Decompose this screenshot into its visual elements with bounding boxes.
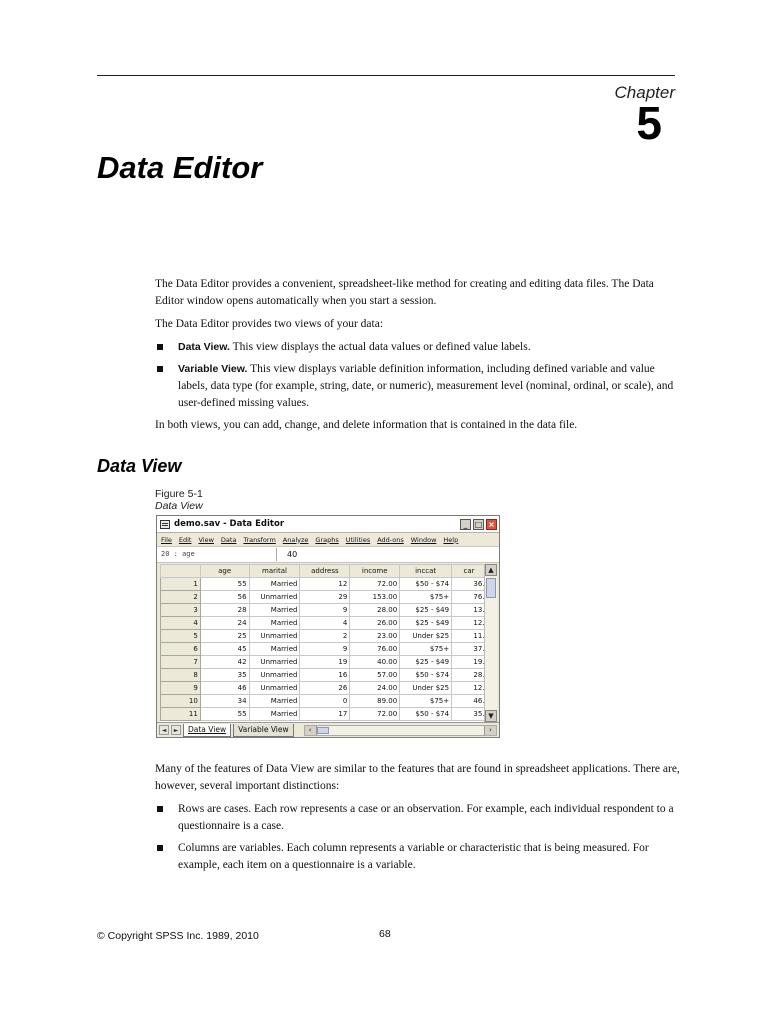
chapter-number: 5 <box>636 97 662 149</box>
row-number[interactable]: 5 <box>161 630 201 643</box>
data-cell[interactable]: $75+ <box>400 695 452 708</box>
column-header[interactable]: marital <box>249 565 300 578</box>
data-cell[interactable]: $25 - $49 <box>400 604 452 617</box>
data-cell[interactable]: Married <box>249 695 300 708</box>
table-row[interactable] <box>161 604 487 617</box>
cell-editor-bar <box>157 547 499 563</box>
data-cell[interactable]: 89.00 <box>350 695 400 708</box>
bullet-data-view <box>155 339 680 356</box>
data-cell[interactable]: Married <box>249 578 300 591</box>
data-cell[interactable]: 42 <box>200 656 249 669</box>
bullet-text: This view displays the actual data values or defined value labels. <box>229 341 531 353</box>
data-cell[interactable]: 23.00 <box>350 630 400 643</box>
data-cell[interactable]: $25 - $49 <box>400 617 452 630</box>
table-row[interactable] <box>161 643 487 656</box>
data-cell[interactable]: 12 <box>300 578 350 591</box>
data-cell[interactable]: 35. <box>452 708 487 721</box>
data-cell[interactable]: 40.00 <box>350 656 400 669</box>
scroll-thumb[interactable] <box>486 578 496 598</box>
footer-copyright: © Copyright SPSS Inc. 1989, 2010 <box>97 930 259 942</box>
data-cell[interactable]: 16 <box>300 669 350 682</box>
bullet-columns-are-variables <box>155 840 680 874</box>
data-cell[interactable]: Married <box>249 617 300 630</box>
cell-value-input[interactable]: 40 <box>287 550 298 559</box>
data-cell[interactable]: 28. <box>452 669 487 682</box>
window-title: demo.sav - Data Editor <box>174 519 285 529</box>
data-cell[interactable]: 55 <box>200 578 249 591</box>
horizontal-scroll-thumb[interactable] <box>317 727 329 734</box>
menu-graphs[interactable]: Graphs <box>315 535 339 544</box>
tab-data-view[interactable]: Data View <box>183 724 231 737</box>
row-number[interactable]: 9 <box>161 682 201 695</box>
data-cell[interactable]: 19. <box>452 656 487 669</box>
data-cell[interactable]: $50 - $74 <box>400 578 452 591</box>
data-cell[interactable]: 12. <box>452 682 487 695</box>
data-cell[interactable]: Unmarried <box>249 591 300 604</box>
column-header[interactable]: age <box>200 565 249 578</box>
menu-analyze[interactable]: Analyze <box>282 535 309 544</box>
tab-variable-view[interactable]: Variable View <box>233 724 294 737</box>
data-cell[interactable]: $50 - $74 <box>400 708 452 721</box>
page-title: Data Editor <box>97 150 263 185</box>
data-cell[interactable]: 56 <box>200 591 249 604</box>
data-cell[interactable]: 28 <box>200 604 249 617</box>
data-table <box>160 564 487 721</box>
data-cell[interactable]: Married <box>249 708 300 721</box>
data-cell[interactable]: 17 <box>300 708 350 721</box>
table-row[interactable] <box>161 669 487 682</box>
data-cell[interactable]: 55 <box>200 708 249 721</box>
intro-paragraph-2: The Data Editor provides two views of your data: <box>155 318 384 330</box>
intro-paragraph-3: In both views, you can add, change, and delete information that is contained in the data file. <box>155 419 578 431</box>
view-tab-bar <box>157 722 499 737</box>
table-body <box>161 578 487 721</box>
data-cell[interactable]: Unmarried <box>249 682 300 695</box>
tab-next-arrow-icon[interactable]: ► <box>171 725 181 735</box>
menu-view[interactable]: View <box>198 535 214 544</box>
data-cell[interactable]: 37. <box>452 643 487 656</box>
cell-reference: 20 : age <box>157 548 277 561</box>
bullet-text: Rows are cases. Each row represents a case or an observation. For example, each individual respondent to a questionnaire is a case. <box>178 803 674 832</box>
data-cell[interactable]: $25 - $49 <box>400 656 452 669</box>
data-cell[interactable]: 12. <box>452 617 487 630</box>
data-editor-window <box>156 515 500 738</box>
intro-section <box>155 276 680 440</box>
data-cell[interactable]: 26 <box>300 682 350 695</box>
maximize-button[interactable]: □ <box>474 519 483 529</box>
data-cell[interactable]: 76.00 <box>350 643 400 656</box>
data-cell[interactable]: 35 <box>200 669 249 682</box>
tab-prev-arrow-icon[interactable]: ◄ <box>159 725 169 735</box>
horizontal-scrollbar[interactable] <box>304 725 497 736</box>
column-header[interactable]: address <box>300 565 350 578</box>
after-paragraph-1: Many of the features of Data View are similar to the features that are found in spreadsheet applications. There are, however, several important distinctions: <box>155 763 680 792</box>
bullet-term: Data View. <box>178 341 230 353</box>
data-cell[interactable]: Under $25 <box>400 682 452 695</box>
data-cell[interactable]: Unmarried <box>249 656 300 669</box>
chapter-label: Chapter <box>614 83 675 102</box>
data-cell[interactable]: 72.00 <box>350 578 400 591</box>
data-cell[interactable]: 36. <box>452 578 487 591</box>
row-number[interactable]: 3 <box>161 604 201 617</box>
menu-data[interactable]: Data <box>220 535 237 544</box>
bullet-square-icon <box>157 845 163 851</box>
scroll-right-arrow-icon[interactable]: › <box>484 726 496 735</box>
data-cell[interactable]: Under $25 <box>400 630 452 643</box>
scroll-down-arrow-icon[interactable]: ▼ <box>485 710 497 722</box>
row-number[interactable]: 10 <box>161 695 201 708</box>
table-row[interactable] <box>161 617 487 630</box>
data-cell[interactable]: 153.00 <box>350 591 400 604</box>
row-number[interactable]: 8 <box>161 669 201 682</box>
corner-cell[interactable] <box>161 565 201 578</box>
bullet-rows-are-cases <box>155 801 680 835</box>
minimize-button[interactable]: _ <box>460 519 471 530</box>
data-cell[interactable]: 24.00 <box>350 682 400 695</box>
menu-edit[interactable]: Edit <box>178 535 192 544</box>
bullet-text: This view displays variable definition information, including defined variable and value labels, data type (for example, string, date, or numeric), measurement level (nominal, ordinal, or scale), and user-defined missing values. <box>178 363 674 409</box>
spss-app-icon <box>160 520 170 529</box>
row-number[interactable]: 4 <box>161 617 201 630</box>
table-row[interactable] <box>161 630 487 643</box>
table-row[interactable] <box>161 578 487 591</box>
menu-utilities[interactable]: Utilities <box>345 535 371 544</box>
menu-file[interactable]: File <box>161 535 172 544</box>
close-button[interactable]: × <box>486 519 497 530</box>
menu-add-ons[interactable]: Add-ons <box>377 535 404 544</box>
data-cell[interactable]: 46. <box>452 695 487 708</box>
table-row[interactable] <box>161 695 487 708</box>
data-cell[interactable]: 45 <box>200 643 249 656</box>
data-cell[interactable]: Unmarried <box>249 630 300 643</box>
bullet-term: Variable View. <box>178 363 248 375</box>
menu-transform[interactable]: Transform <box>243 535 276 544</box>
menu-window[interactable]: Window <box>410 535 437 544</box>
data-cell[interactable]: Married <box>249 643 300 656</box>
bullet-square-icon <box>157 806 163 812</box>
data-cell[interactable]: $50 - $74 <box>400 669 452 682</box>
data-cell[interactable]: 19 <box>300 656 350 669</box>
menu-bar <box>157 533 499 547</box>
data-cell[interactable]: $75+ <box>400 643 452 656</box>
intro-paragraph-1: The Data Editor provides a convenient, spreadsheet-like method for creating and editing data files. The Data Editor window opens automatically when you start a session. <box>155 278 654 307</box>
data-cell[interactable]: 29 <box>300 591 350 604</box>
vertical-scrollbar[interactable] <box>484 564 497 722</box>
row-number[interactable]: 2 <box>161 591 201 604</box>
scroll-up-arrow-icon[interactable]: ▲ <box>485 564 497 576</box>
after-figure-section <box>155 761 680 879</box>
data-cell[interactable]: Unmarried <box>249 669 300 682</box>
table-row[interactable] <box>161 682 487 695</box>
data-cell[interactable]: 13. <box>452 604 487 617</box>
row-number[interactable]: 1 <box>161 578 201 591</box>
data-cell[interactable]: 76. <box>452 591 487 604</box>
page-number: 68 <box>379 928 391 940</box>
bullet-text: Columns are variables. Each column represents a variable or characteristic that is being measured. For example, each item on a questionnaire is a variable. <box>178 842 649 871</box>
data-cell[interactable]: 0 <box>300 695 350 708</box>
data-cell[interactable]: 34 <box>200 695 249 708</box>
menu-help[interactable]: Help <box>443 535 459 544</box>
data-cell[interactable]: 4 <box>300 617 350 630</box>
table-row[interactable] <box>161 591 487 604</box>
bullet-square-icon <box>157 344 163 350</box>
data-grid <box>160 564 487 722</box>
data-cell[interactable]: 9 <box>300 643 350 656</box>
row-number[interactable]: 6 <box>161 643 201 656</box>
scroll-left-arrow-icon[interactable]: ‹ <box>305 726 317 735</box>
section-heading: Data View <box>97 456 182 476</box>
data-cell[interactable]: 46 <box>200 682 249 695</box>
table-row[interactable] <box>161 656 487 669</box>
column-header[interactable]: income <box>350 565 400 578</box>
data-cell[interactable]: 9 <box>300 604 350 617</box>
row-number[interactable]: 11 <box>161 708 201 721</box>
data-cell[interactable]: 26.00 <box>350 617 400 630</box>
window-titlebar <box>157 516 499 533</box>
column-header[interactable]: inccat <box>400 565 452 578</box>
data-cell[interactable]: 24 <box>200 617 249 630</box>
column-header[interactable]: car <box>452 565 487 578</box>
data-cell[interactable]: 2 <box>300 630 350 643</box>
figure-number: Figure 5-1 <box>155 488 203 500</box>
bullet-variable-view <box>155 361 680 412</box>
data-cell[interactable]: 11. <box>452 630 487 643</box>
data-cell[interactable]: 72.00 <box>350 708 400 721</box>
data-cell[interactable]: Married <box>249 604 300 617</box>
table-row[interactable] <box>161 708 487 721</box>
header-row <box>161 565 487 578</box>
header-rule <box>97 75 675 76</box>
data-cell[interactable]: $75+ <box>400 591 452 604</box>
bullet-square-icon <box>157 366 163 372</box>
data-cell[interactable]: 57.00 <box>350 669 400 682</box>
row-number[interactable]: 7 <box>161 656 201 669</box>
figure-caption: Data View <box>155 500 203 512</box>
data-cell[interactable]: 25 <box>200 630 249 643</box>
data-cell[interactable]: 28.00 <box>350 604 400 617</box>
